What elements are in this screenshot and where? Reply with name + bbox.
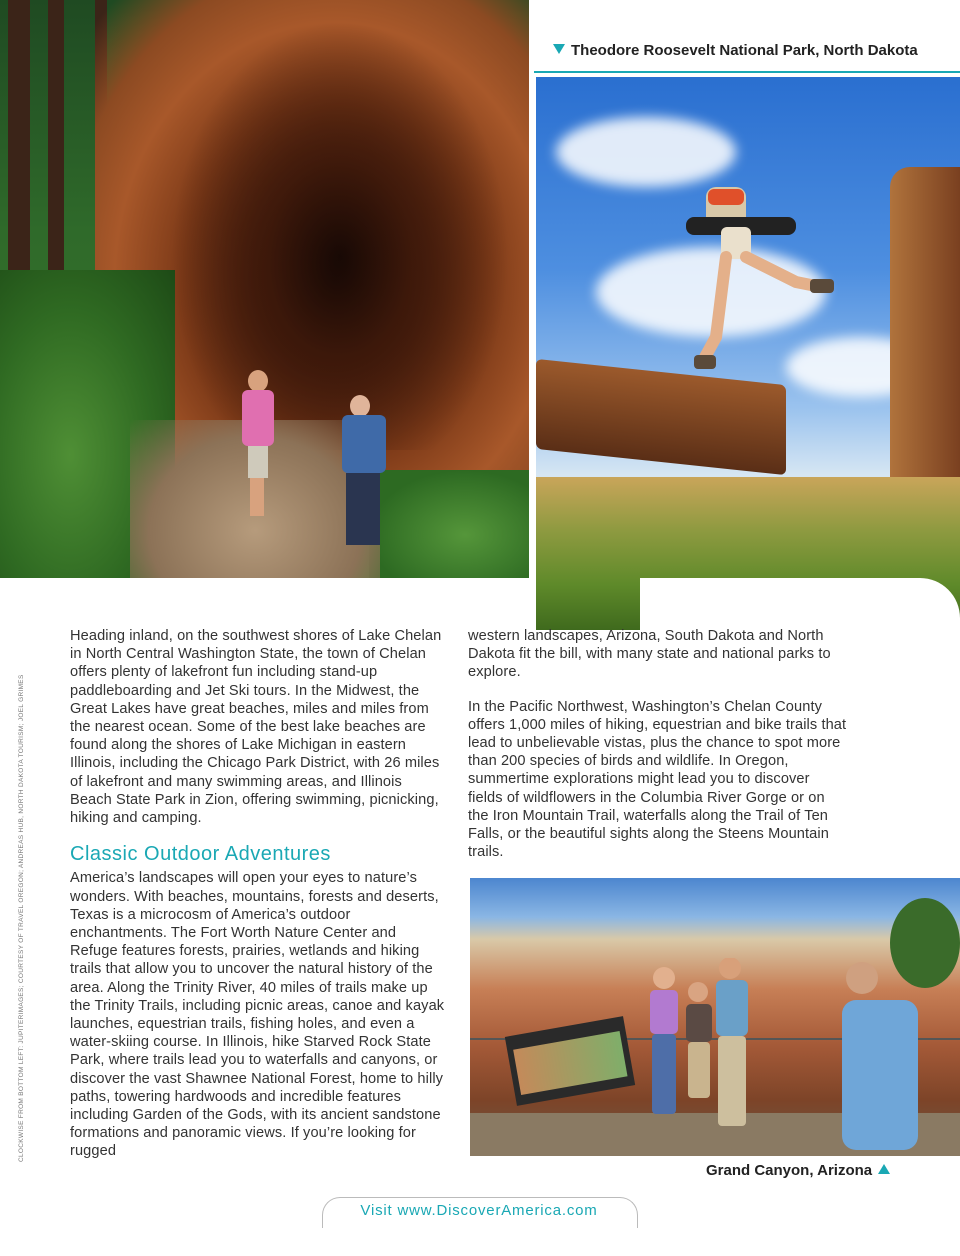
paragraph: America’s landscapes will open your eyes to nature’s wonders. With beaches, mountains, forests and deserts, Texas is a microcosm of America’s outdoor enchantments. The Fort Worth Nature Center and Refuge features forests, prairies, wetlands and hiking trails that allow you to uncover the natural history of the area. Along the Trinity River, 40 miles of trails make up the Trinity Trails, including picnic areas, canoe and kayak launches, equestrian trails, fishing holes, and even a water-skiing course. In Illinois, hike Starved Rock State Park, where trails lead you to waterfalls and canyons, or discover the vast Shawnee National Forest, home to hilly paths, towering hardwoods and incredible features including Garden of the Gods, with its ancient sandstone formations and panoramic views. If you’re looking for rugged — [70, 870, 445, 1160]
page-curve — [640, 578, 960, 630]
family-figures — [630, 958, 950, 1156]
caption-rule — [534, 71, 960, 73]
redwood-photo — [0, 0, 529, 578]
ferns-right — [369, 470, 529, 578]
photo-caption-top — [553, 42, 918, 59]
paragraph: western landscapes, Arizona, South Dakota and North Dakota fit the bill, with many state and national parks to explore. — [468, 628, 831, 681]
article-column-right — [468, 627, 848, 861]
caption-text: Theodore Roosevelt National Park, North Dakota — [571, 42, 918, 59]
paragraph: In the Pacific Northwest, Washington’s Chelan County offers 1,000 miles of hiking, equestrian and bike trails that lead to unbelievable vistas, plus the chance to spot more than 200 species of birds and wildlife. In Oregon, summertime explorations might lead you to discover fields of wildflowers in the Columbia River Gorge or on the Iron Mountain Trail, waterfalls along the Trail of Ten Falls, or the beautiful sights along the Steens Mountain trails. — [468, 698, 847, 861]
cloud — [556, 117, 736, 187]
root-hollow — [170, 20, 510, 450]
photo-credit: CLOCKWISE FROM BOTTOM LEFT: JUPITERIMAGES; COURTESY OF TRAVEL OREGON; ANDREAS HUB, NORTH DAKOTA TOURISM; JOEL GRIMES — [18, 674, 25, 1162]
jumper-photo — [536, 77, 960, 630]
article-column-left — [70, 627, 445, 1161]
caption-text: Grand Canyon, Arizona — [706, 1162, 873, 1179]
section-heading: Classic Outdoor Adventures — [70, 843, 331, 866]
rock-formation — [890, 167, 960, 507]
hiker-figure — [686, 187, 836, 387]
caption-arrow-down-icon — [553, 44, 565, 54]
tree-trunk — [48, 0, 64, 280]
tree-trunk — [8, 0, 30, 280]
grand-canyon-photo — [470, 878, 960, 1156]
paragraph: Heading inland, on the southwest shores of Lake Chelan in North Central Washington State, the town of Chelan offers plenty of lakefront fun including stand-up paddleboarding and Jet Ski tours. In the Midwest, the Great Lakes have great beaches, miles and miles from the nearest ocean. Some of the best lake beaches are found along the shores of Lake Michigan in eastern Illinois, including the Chicago Park District, with 26 miles of lakefront and many swimming areas, and Illinois Beach State Park in Zion, offering swimming, picnicking, hiking and camping. — [70, 628, 442, 827]
info-sign — [505, 1016, 635, 1106]
photo-caption-bottom — [706, 1162, 890, 1179]
caption-arrow-up-icon — [878, 1164, 890, 1174]
website-link[interactable]: Visit www.DiscoverAmerica.com — [360, 1202, 598, 1219]
